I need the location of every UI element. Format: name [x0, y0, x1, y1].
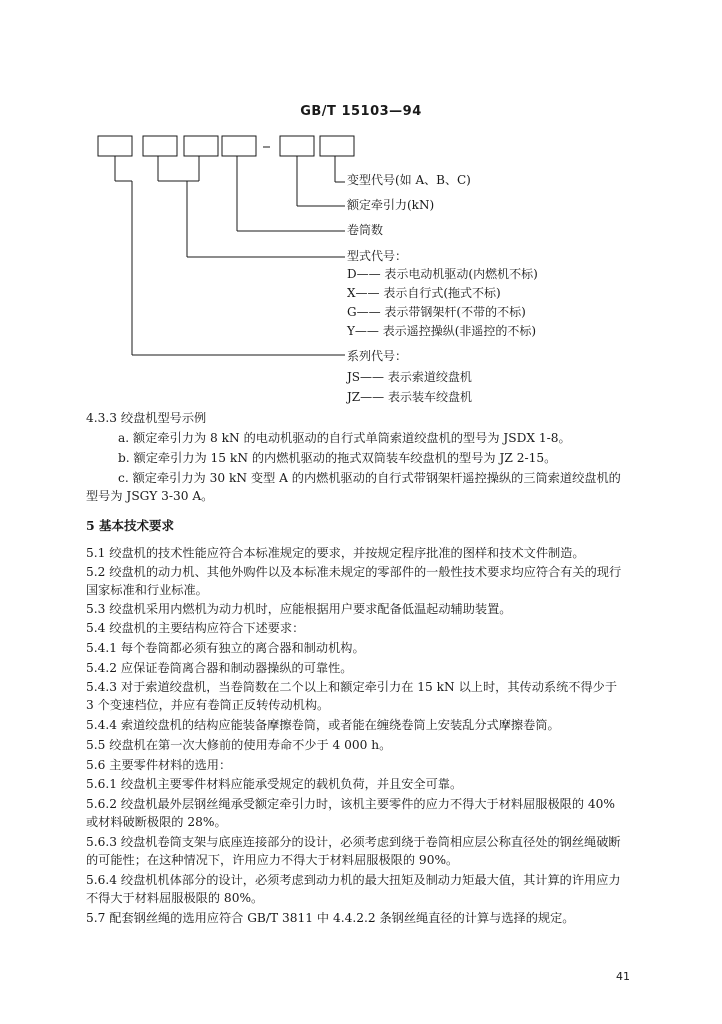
label-variant-code: 变型代号(如 A、B、C) [347, 173, 471, 187]
label-type-d: D—— 表示电动机驱动(内燃机不标) [347, 267, 538, 281]
clause: 5.7 配套钢丝绳的选用应符合 GB/T 3811 中 4.4.2.2 条钢丝绳直径的计算与选择的规定。 [86, 911, 575, 925]
clause: 5.6.3 绞盘机卷筒支架与底座连接部分的设计，必须考虑到绕于卷筒相应层公称直径处的钢丝绳破断 [86, 835, 621, 849]
clause: 5.3 绞盘机采用内燃机为动力机时，应能根据用户要求配备低温起动辅助装置。 [86, 602, 512, 616]
clause-cont: 的可能性；在这种情况下，许用应力不得大于材料屈服极限的 90%。 [86, 853, 459, 867]
label-type-y: Y—— 表示遥控操纵(非遥控的不标) [347, 324, 537, 338]
clause: 5.4.3 对于索道绞盘机，当卷筒数在二个以上和额定牵引力在 15 kN 以上时，其传动系统不得少于 [86, 680, 618, 694]
clause: 5.5 绞盘机在第一次大修前的使用寿命不少于 4 000 h。 [86, 738, 392, 752]
code-box-force [280, 136, 314, 156]
clause: 5.4.2 应保证卷筒离合器和制动器操纵的可靠性。 [86, 661, 353, 675]
example-item: b. 额定牵引力为 15 kN 的内燃机驱动的拖式双筒装车绞盘机的型号为 JZ 2-15。 [118, 451, 557, 465]
code-box-drums [222, 136, 256, 156]
clause: 5.4 绞盘机的主要结构应符合下述要求： [86, 621, 305, 635]
label-type-g: G—— 表示带钢架杆(不带的不标) [347, 305, 526, 319]
example-item: c. 额定牵引力为 30 kN 变型 A 的内燃机驱动的自行式带钢架杆遥控操纵的三筒索道绞盘机的 [118, 471, 621, 485]
example-item: a. 额定牵引力为 8 kN 的电动机驱动的自行式单筒索道绞盘机的型号为 JSDX 1-8。 [118, 431, 571, 445]
page-number: 41 [616, 970, 630, 983]
clause-cont: 3 个变速档位，并应有卷筒正反转传动机构。 [86, 698, 330, 712]
clause-cont: 国家标准和行业标准。 [86, 583, 208, 597]
code-box-series [98, 136, 132, 156]
code-box-type-1 [143, 136, 177, 156]
clause: 5.4.1 每个卷筒都必须有独立的离合器和制动机构。 [86, 641, 365, 655]
clause: 5.6.2 绞盘机最外层钢丝绳承受额定牵引力时，该机主要零件的应力不得大于材料屈服极限的 40% [86, 797, 615, 811]
clause: 5.6.4 绞盘机机体部分的设计，必须考虑到动力机的最大扭矩及制动力矩最大值，其计算的许用应力 [86, 873, 621, 887]
code-box-variant [320, 136, 354, 156]
label-drum-count: 卷筒数 [347, 223, 384, 237]
clause-cont: 不得大于材料屈服极限的 80%。 [86, 891, 264, 905]
clause: 5.6 主要零件材料的选用： [86, 758, 232, 772]
label-type-code: 型式代号： [347, 249, 408, 263]
clause: 5.6.1 绞盘机主要零件材料应能承受规定的载机负荷，并且安全可靠。 [86, 777, 463, 791]
label-series-jz: JZ—— 表示装车绞盘机 [347, 390, 472, 404]
label-series-js: JS—— 表示索道绞盘机 [347, 370, 472, 384]
example-item-cont: 型号为 JSGY 3-30 A。 [86, 489, 214, 503]
clause: 5.4.4 索道绞盘机的结构应能装备摩擦卷筒，或者能在缠绕卷筒上安装乱分式摩擦卷筒。 [86, 718, 560, 732]
clause-cont: 或材料破断极限的 28%。 [86, 815, 227, 829]
page-header: GB/T 15103—94 [300, 104, 422, 119]
section-heading: 5 基本技术要求 [86, 518, 175, 533]
label-rated-force: 额定牵引力(kN) [347, 198, 435, 212]
label-type-x: X—— 表示自行式(拖式不标) [347, 286, 501, 300]
label-series-code: 系列代号： [347, 349, 408, 363]
clause: 5.2 绞盘机的动力机、其他外购件以及本标准未规定的零部件的一般性技术要求均应符合有关的现行 [86, 565, 622, 579]
clause: 5.1 绞盘机的技术性能应符合本标准规定的要求，并按规定程序批准的图样和技术文件制造。 [86, 546, 585, 560]
code-box-type-2 [184, 136, 218, 156]
clause-heading: 4.3.3 绞盘机型号示例 [86, 411, 207, 425]
